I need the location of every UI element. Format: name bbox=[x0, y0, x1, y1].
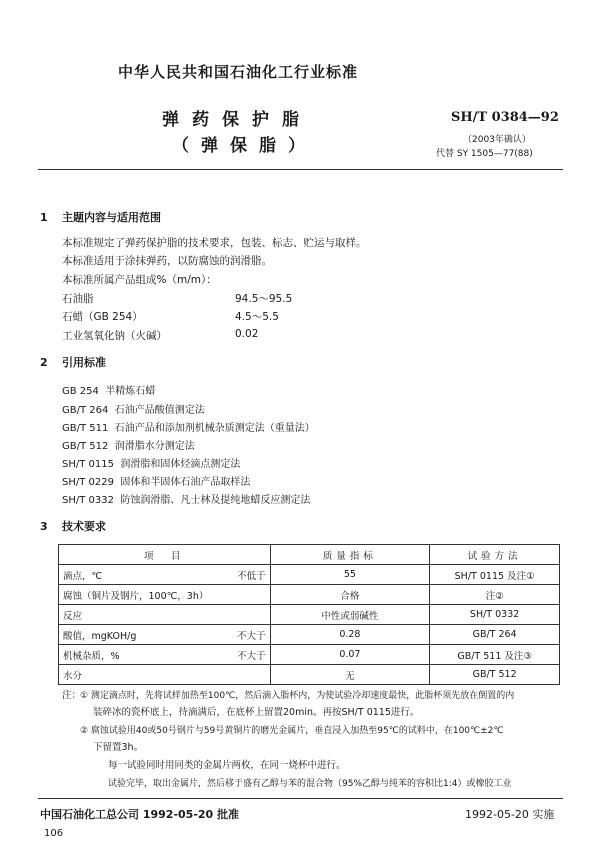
reference-title: 半精炼石蜡 bbox=[105, 386, 156, 397]
note-2-line: ② 腐蚀试验用40或50号钢片与59号黄铜片的磨光金属片，垂直浸入加热至95℃的试料中，在100℃±2℃ bbox=[80, 726, 504, 736]
document-title: 弹药保护脂 bbox=[162, 110, 312, 130]
standard-code: SH/T 0384—92 bbox=[451, 110, 559, 125]
table-cell-value: 0.28 bbox=[270, 625, 430, 645]
table-row bbox=[59, 625, 560, 645]
table-cell-method: GB/T 511 及注③ bbox=[430, 645, 560, 665]
reference-title: 固体和半固体石油产品取样法 bbox=[120, 477, 251, 488]
component-name: 工业氢氧化钠（火碱） bbox=[62, 330, 167, 342]
document-subtitle: （弹保脂） bbox=[172, 136, 317, 156]
table-cell-item: 腐蚀（铜片及钢片，100℃，3h） bbox=[59, 585, 271, 605]
table-row bbox=[59, 605, 560, 625]
note-2-line: 下留置3h。 bbox=[93, 742, 144, 753]
table-header-value: 质量指标 bbox=[270, 545, 430, 565]
reference-code: GB/T 264 bbox=[62, 405, 109, 416]
reference-item bbox=[62, 419, 315, 434]
table-header-row bbox=[59, 545, 560, 565]
reference-item bbox=[62, 437, 195, 452]
note-2-line: 每一试验同时用同类的金属片两枚，在同一烧杯中进行。 bbox=[108, 760, 346, 771]
reference-code: GB 254 bbox=[62, 386, 99, 397]
table-cell-value: 55 bbox=[270, 565, 430, 585]
section-1-paragraph: 本标准所属产品组成%（m/m）： bbox=[62, 274, 217, 286]
note-1-line: 装碎冰的瓷杯底上，待滴满后，在底杯上留置20min。再按SH/T 0115进行。 bbox=[93, 707, 420, 718]
component-value: 4.5～5.5 bbox=[235, 311, 279, 323]
reference-item bbox=[62, 401, 205, 416]
table-header-item: 项 目 bbox=[59, 545, 271, 565]
table-cell-item: 酸值，mgKOH/g 不大于 bbox=[59, 625, 271, 645]
table-cell-value: 0.07 bbox=[270, 645, 430, 665]
section-1-paragraph: 本标准适用于涂抹弹药，以防腐蚀的润滑脂。 bbox=[62, 255, 272, 267]
table-cell-value: 无 bbox=[270, 665, 430, 685]
confirm-year: （2003年确认） bbox=[463, 135, 531, 145]
reference-title: 润滑脂水分测定法 bbox=[114, 441, 195, 452]
section-1-paragraph: 本标准规定了弹药保护脂的技术要求，包装、标志、贮运与取样。 bbox=[62, 237, 367, 249]
reference-title: 润滑脂和固体烃滴点测定法 bbox=[120, 459, 241, 470]
reference-code: GB/T 511 bbox=[62, 423, 109, 434]
section-2-heading: 2 引用标准 bbox=[40, 356, 106, 369]
header-rule bbox=[38, 169, 563, 170]
table-cell-item: 滴点，℃ 不低于 bbox=[59, 565, 271, 585]
reference-code: SH/T 0115 bbox=[62, 459, 114, 470]
table-header-method: 试验方法 bbox=[430, 545, 560, 565]
table-cell-value: 中性或弱碱性 bbox=[270, 605, 430, 625]
component-value: 94.5～95.5 bbox=[235, 293, 293, 305]
implementation-date: 1992-05-20 实施 bbox=[465, 808, 555, 821]
note-1-line: ① 测定滴点时，先将试样加热至100℃，然后滴入脂杯内，为使试验冷却速度最快，此脂杯须先放在倒置的内 bbox=[80, 691, 515, 701]
reference-title: 石油产品和添加剂机械杂质测定法（重量法） bbox=[114, 423, 315, 434]
approval-info: 中国石油化工总公司 1992-05-20 批准 bbox=[40, 808, 240, 821]
reference-item bbox=[62, 491, 310, 506]
reference-title: 防蚀润滑脂、凡士林及提纯地蜡反应测定法 bbox=[120, 495, 311, 506]
table-row bbox=[59, 565, 560, 585]
table-cell-value: 合格 bbox=[270, 585, 430, 605]
table-row bbox=[59, 585, 560, 605]
spec-table bbox=[58, 544, 560, 685]
table-cell-method: GB/T 264 bbox=[430, 625, 560, 645]
table-cell-item: 反应 bbox=[59, 605, 271, 625]
table-cell-method: 注② bbox=[430, 585, 560, 605]
reference-code: SH/T 0229 bbox=[62, 477, 114, 488]
reference-item bbox=[62, 382, 155, 397]
section-3-heading: 3 技术要求 bbox=[40, 520, 106, 533]
issuer-title: 中华人民共和国石油化工行业标准 bbox=[118, 63, 359, 81]
reference-title: 石油产品酸值测定法 bbox=[114, 405, 205, 416]
footer-rule bbox=[38, 798, 563, 799]
component-name: 石蜡（GB 254） bbox=[62, 311, 143, 323]
reference-item bbox=[62, 473, 250, 488]
table-row bbox=[59, 645, 560, 665]
table-cell-item: 水分 bbox=[59, 665, 271, 685]
page-number: 106 bbox=[44, 828, 64, 839]
reference-item bbox=[62, 455, 240, 470]
table-cell-method: GB/T 512 bbox=[430, 665, 560, 685]
section-1-heading: 1 主题内容与适用范围 bbox=[40, 211, 161, 224]
table-cell-method: SH/T 0332 bbox=[430, 605, 560, 625]
replaces-standard: 代替 SY 1505—77(88) bbox=[436, 149, 533, 159]
table-row bbox=[59, 665, 560, 685]
table-cell-method: SH/T 0115 及注① bbox=[430, 565, 560, 585]
reference-code: SH/T 0332 bbox=[62, 495, 114, 506]
component-value: 0.02 bbox=[235, 328, 259, 340]
reference-code: GB/T 512 bbox=[62, 441, 109, 452]
note-2-line: 试验完毕，取出金属片，然后移于盛有乙醇与苯的混合物（95%乙醇与纯苯的容积比1:4）或橡胶工业 bbox=[108, 779, 512, 789]
notes-label: 注： bbox=[62, 690, 82, 701]
table-cell-item: 机械杂质，% 不大于 bbox=[59, 645, 271, 665]
component-name: 石油脂 bbox=[62, 293, 94, 305]
